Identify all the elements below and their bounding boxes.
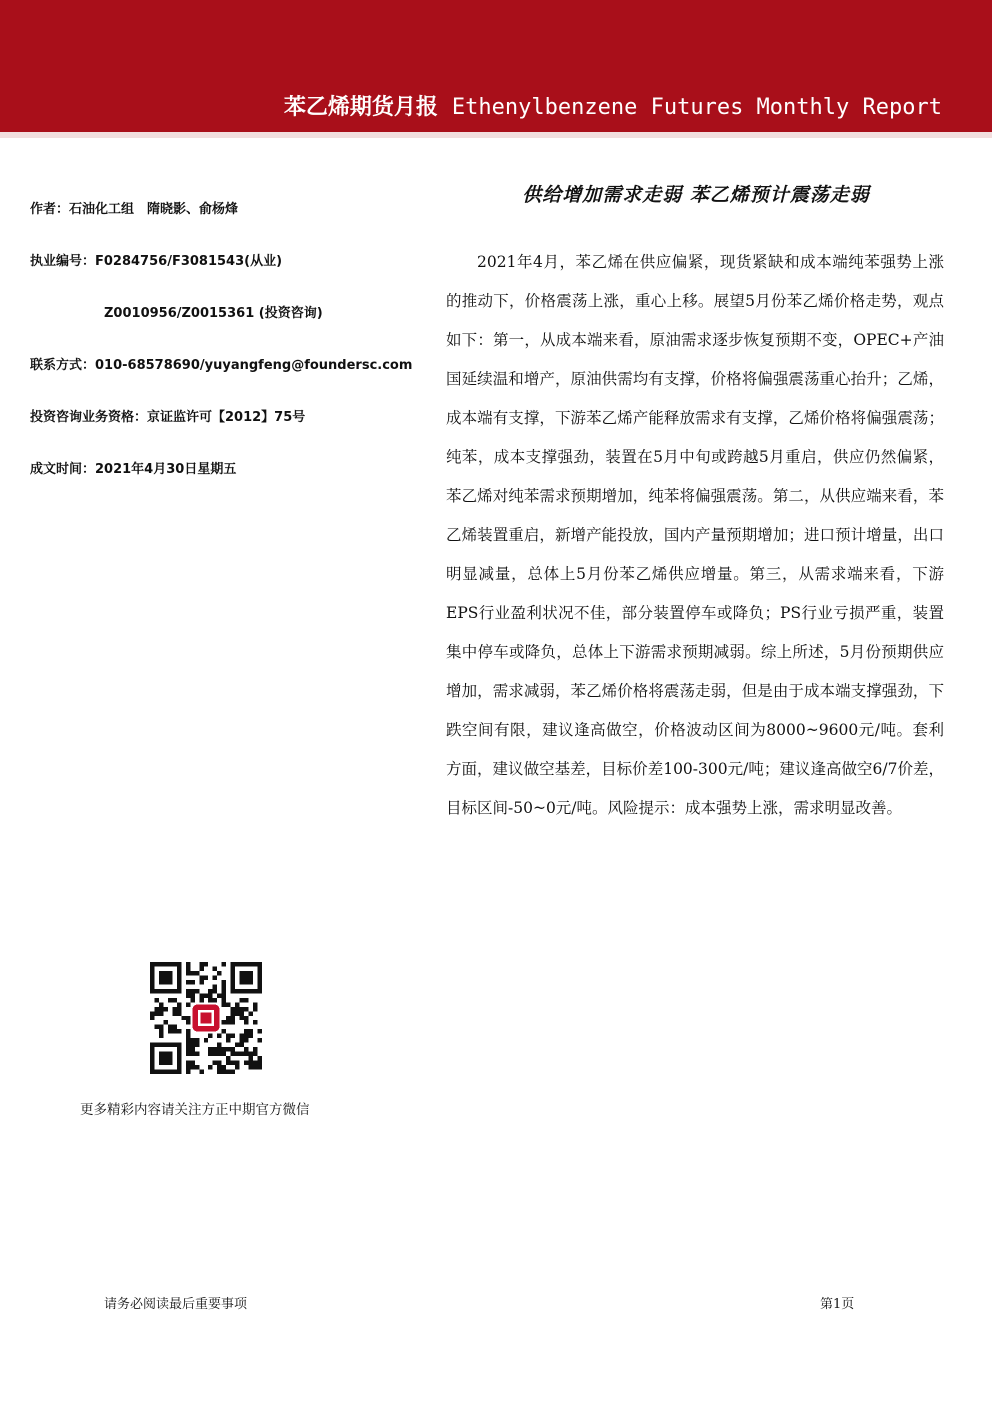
qr-module [231,984,235,988]
qr-module [168,971,172,975]
qr-module [204,975,208,979]
qr-module [222,962,226,966]
contact-line: 联系方式：010-68578690/yuyangfeng@foundersc.com [30,358,413,373]
qr-module [222,984,226,988]
qr-module [186,1065,190,1069]
qr-module [177,971,181,975]
qr-module [163,1007,167,1011]
qr-module [159,1061,163,1065]
qr-module [186,1002,190,1006]
qr-module [222,1020,226,1024]
qr-module [222,1070,226,1074]
qr-module [168,1056,172,1060]
qr-module [163,975,167,979]
qr-module [226,1047,230,1051]
qr-module [231,971,235,975]
qr-module [168,989,172,993]
qr-module [199,980,203,984]
qr-module [253,1007,257,1011]
qr-module [168,980,172,984]
qr-module [154,1070,158,1074]
qr-module [235,1052,239,1056]
qr-module [231,975,235,979]
qr-module [253,1052,257,1056]
qr-module [222,1029,226,1033]
qr-module [195,1052,199,1056]
qr-module [244,989,248,993]
qr-module [226,1056,230,1060]
qr-module [244,1016,248,1020]
qr-module [213,998,217,1002]
qr-module [177,962,181,966]
qr-module [208,989,212,993]
qr-module [199,962,203,966]
qr-module [172,1043,176,1047]
qr-module [150,962,154,966]
qr-module [240,971,244,975]
qr-module [235,1043,239,1047]
qr-module [235,1007,239,1011]
qr-module [253,1002,257,1006]
qr-module [208,1034,212,1038]
qr-module [208,993,212,997]
qr-module [222,1002,226,1006]
qr-module [150,989,154,993]
qr-module [172,998,176,1002]
qr-module [199,975,203,979]
qr-module [190,980,194,984]
qr-module [235,1002,239,1006]
qr-module [172,1025,176,1029]
qr-module [213,989,217,993]
qr-module [154,989,158,993]
qr-module [231,962,235,966]
qr-module [244,975,248,979]
qr-module [235,1061,239,1065]
qr-module [222,1052,226,1056]
qr-module [177,1061,181,1065]
qr-module [226,1034,230,1038]
qr-module [244,1047,248,1051]
qr-module [240,1052,244,1056]
qr-module [163,980,167,984]
qr-module [190,1038,194,1042]
qr-module [240,1034,244,1038]
qr-module [150,975,154,979]
qr-module [249,1061,253,1065]
article-body: 2021年4月，苯乙烯在供应偏紧，现货紧缺和成本端纯苯强势上涨的推动下，价格震荡上涨，重心上移。展望5月份苯乙烯价格走势，观点如下：第一，从成本端来看，原油需求逐步恢复预期不变，OPEC+产油国延续温和增产，原油供需均有支撑，价格将偏强震荡重心抬升；乙烯，成本端有支撑，下游苯乙烯产能释放需求有支撑，乙烯价格将偏强震荡；纯苯，成本支撑强劲，装置在5月中旬或跨越5月重启，供应仍然偏紧，苯乙烯对纯苯需求预期增加，纯苯将偏强震荡。第二，从供应端来看，苯乙烯装置重启，新增产能投放，国内产量预期增加；进口预计增量，出口明显减量，总体上5月份苯乙烯供应增量。第三，从需求端来看，下游EPS行业盈利状况不佳，部分装置停车或降负；PS行业亏损严重，装置集中停车或降负，总体上下游需求预期减弱。综上所述，5月份预期供应增加，需求减弱，苯乙烯价格将震荡走弱，但是由于成本端支撑强劲，下跌空间有限，建议逢高做空，价格波动区间为8000~9600元/吨。套利方面，建议做空基差，目标价差100-300元/吨；建议逢高做空6/7价差，目标区间-50~0元/吨。风险提示：成本强势上涨，需求明显改善。 [446,253,944,817]
license-line-2: Z0010956/Z0015361 (投资咨询) [104,306,323,321]
qr-module [150,984,154,988]
qr-module [253,1047,257,1051]
qr-module [159,1025,163,1029]
qr-module [177,966,181,970]
qr-module [150,1043,154,1047]
qr-module [150,1065,154,1069]
qr-module [168,962,172,966]
report-title-cn: 苯乙烯期货月报 [283,95,438,120]
qr-module [168,1061,172,1065]
qr-module [222,989,226,993]
qr-module [186,1043,190,1047]
qr-module [150,1016,154,1020]
qr-module [217,1065,221,1069]
qr-module [231,1011,235,1015]
author-line: 作者：石油化工组 隋晓影、俞杨烽 [30,202,239,217]
qr-module [249,989,253,993]
qr-module [249,980,253,984]
qr-module [213,966,217,970]
qr-module [159,980,163,984]
qr-module [231,980,235,984]
qr-module [231,1070,235,1074]
qr-module [249,1056,253,1060]
qr-module [217,1070,221,1074]
qr-module [177,1052,181,1056]
qr-module [240,1038,244,1042]
qr-module [231,1061,235,1065]
qr-module [217,1043,221,1047]
qr-module [199,966,203,970]
qr-module [213,1052,217,1056]
qr-module [235,989,239,993]
qr-module [150,1052,154,1056]
qr-module [168,1025,172,1029]
qr-module [240,975,244,979]
qr-module [213,984,217,988]
qr-module [159,1034,163,1038]
qr-module [253,1065,257,1069]
qr-module [190,993,194,997]
qr-module [208,998,212,1002]
qr-module [240,1043,244,1047]
qr-module [163,1061,167,1065]
qr-module [235,1065,239,1069]
qr-module [231,1034,235,1038]
qr-module [204,993,208,997]
qr-module [172,1011,176,1015]
qr-module [217,1052,221,1056]
qr-module [226,1016,230,1020]
qr-module [186,1038,190,1042]
qr-module [172,962,176,966]
qr-module [249,1034,253,1038]
qr-module [226,1002,230,1006]
qr-module [159,975,163,979]
qr-module [150,980,154,984]
qr-module [186,966,190,970]
qr-module [240,989,244,993]
qr-module [231,1047,235,1051]
qr-module [195,971,199,975]
qr-module [258,980,262,984]
qr-module [217,1034,221,1038]
qr-module [244,1029,248,1033]
qr-module [154,1011,158,1015]
qr-module [154,998,158,1002]
qr-module [190,1061,194,1065]
qr-module [199,998,203,1002]
qr-module [190,1047,194,1051]
qr-module [258,1029,262,1033]
qr-module [177,989,181,993]
qr-module [186,971,190,975]
qr-module [226,1038,230,1042]
qr-module [163,989,167,993]
qr-module [168,975,172,979]
qr-module [244,962,248,966]
qr-module [249,1065,253,1069]
qr-module [190,971,194,975]
qr-module [213,1047,217,1051]
qr-module [258,1061,262,1065]
qr-module [204,962,208,966]
qr-module [213,1061,217,1065]
qr-module [186,989,190,993]
report-title [284,90,942,121]
qr-module [150,1056,154,1060]
qr-module [163,1070,167,1074]
qr-module [235,962,239,966]
qr-module [177,1047,181,1051]
qr-module [249,1029,253,1033]
qr-module [240,1011,244,1015]
qr-module [186,1016,190,1020]
qr-module [231,1016,235,1020]
qr-module [249,962,253,966]
qr-module [208,1065,212,1069]
qr-module [159,1029,163,1033]
qr-module [177,1065,181,1069]
qr-module [177,984,181,988]
qr-module [244,1020,248,1024]
qr-module [181,1016,185,1020]
qr-module [258,971,262,975]
qr-module [231,1052,235,1056]
qr-module [231,989,235,993]
qr-module [159,1007,163,1011]
qr-module [258,1038,262,1042]
qr-module [186,980,190,984]
qr-module [258,984,262,988]
qr-module [177,1007,181,1011]
qr-module [159,1002,163,1006]
qr-module [226,1061,230,1065]
qr-module [177,1002,181,1006]
qr-module [154,1025,158,1029]
page-number: 第1页 [820,1297,855,1312]
qr-module [172,1070,176,1074]
qr-module [258,1065,262,1069]
qr-module [213,975,217,979]
qr-module [253,962,257,966]
qr-module [195,989,199,993]
qr-module [168,1029,172,1033]
qr-module [154,1007,158,1011]
qr-module [231,966,235,970]
qr-module [222,980,226,984]
qr-module [249,975,253,979]
qr-module [217,1061,221,1065]
qr-module [150,966,154,970]
brand-logo-icon [193,1005,220,1032]
qr-module [258,989,262,993]
qr-module [190,1043,194,1047]
qr-module [204,1038,208,1042]
qr-module [186,1034,190,1038]
qr-module [222,1065,226,1069]
article-headline: 供给增加需求走弱 苯乙烯预计震荡走弱 [522,184,870,206]
qr-module [249,1011,253,1015]
qr-module [159,1043,163,1047]
qr-module [177,980,181,984]
qr-module [186,1020,190,1024]
qr-module [154,1043,158,1047]
qr-module [150,1061,154,1065]
date-line: 成文时间：2021年4月30日星期五 [30,462,237,477]
qr-module [253,989,257,993]
qr-module [159,989,163,993]
qr-module [163,1020,167,1024]
qr-module [217,971,221,975]
qr-module [244,980,248,984]
qr-module [249,1052,253,1056]
qr-module [244,1061,248,1065]
qr-module [249,971,253,975]
qr-module [226,1020,230,1024]
qr-module [240,980,244,984]
qr-module [190,989,194,993]
qr-module [159,1052,163,1056]
qr-module [244,998,248,1002]
qr-module [186,1061,190,1065]
qr-module [159,1070,163,1074]
qr-module [199,1070,203,1074]
qr-module [240,1007,244,1011]
qr-module [195,1043,199,1047]
qr-module [222,993,226,997]
qr-module [258,1056,262,1060]
qr-module [150,971,154,975]
qr-module [168,998,172,1002]
qr-module [231,1007,235,1011]
qr-module [222,1047,226,1051]
qr-module [168,1070,172,1074]
qr-module [222,998,226,1002]
qr-module [177,1056,181,1060]
report-title-en: Ethenylbenzene Futures Monthly Report [451,95,942,120]
qr-module [163,1052,167,1056]
qr-module [150,1070,154,1074]
qr-caption: 更多精彩内容请关注方正中期官方微信 [80,1102,310,1118]
qr-module [208,1052,212,1056]
qr-module [258,966,262,970]
author-info [30,196,430,508]
qr-module [217,993,221,997]
qr-module [159,971,163,975]
qr-module [150,1011,154,1015]
qr-module [244,1052,248,1056]
qr-module [244,1034,248,1038]
qr-module [190,1052,194,1056]
qr-module [177,1070,181,1074]
qr-module [258,962,262,966]
qr-module [177,1011,181,1015]
qr-module [258,975,262,979]
qr-module [159,1056,163,1060]
qr-module [163,971,167,975]
header-banner [0,0,992,138]
qr-module [253,1061,257,1065]
qr-module [150,1047,154,1051]
qr-module [186,1029,190,1033]
qr-module [172,989,176,993]
qr-module [177,1043,181,1047]
qr-module [195,1038,199,1042]
qr-module [199,993,203,997]
qr-module [190,998,194,1002]
qr-module [226,1070,230,1074]
qr-module [186,993,190,997]
qr-module [186,962,190,966]
qr-module [177,975,181,979]
qr-module [186,1070,190,1074]
qr-module [163,1043,167,1047]
qr-module [190,1065,194,1069]
qr-module [159,1011,163,1015]
qr-module [217,1047,221,1051]
qr-module [186,1052,190,1056]
qr-module [240,962,244,966]
qr-module [177,1029,181,1033]
qr-module [168,1052,172,1056]
qr-module [186,1047,190,1051]
qr-module [231,1020,235,1024]
qr-module [235,1011,239,1015]
qr-module [244,1038,248,1042]
qr-module [253,1020,257,1024]
qr-module [172,1029,176,1033]
qr-module [240,998,244,1002]
qr-module [168,1043,172,1047]
footer-notice: 请务必阅读最后重要事项 [104,1297,248,1312]
qualification-line: 投资咨询业务资格：京证监许可【2012】75号 [30,410,306,425]
qr-module [163,1056,167,1060]
wechat-qr-code [150,962,262,1074]
qr-module [154,962,158,966]
qr-module [195,1065,199,1069]
qr-module [163,962,167,966]
qr-module [244,971,248,975]
qr-module [172,1007,176,1011]
qr-module [159,962,163,966]
license-line-1: 执业编号：F0284756/F3081543(从业) [30,254,283,269]
qr-module [240,1016,244,1020]
qr-module [244,1007,248,1011]
qr-module [208,1047,212,1051]
